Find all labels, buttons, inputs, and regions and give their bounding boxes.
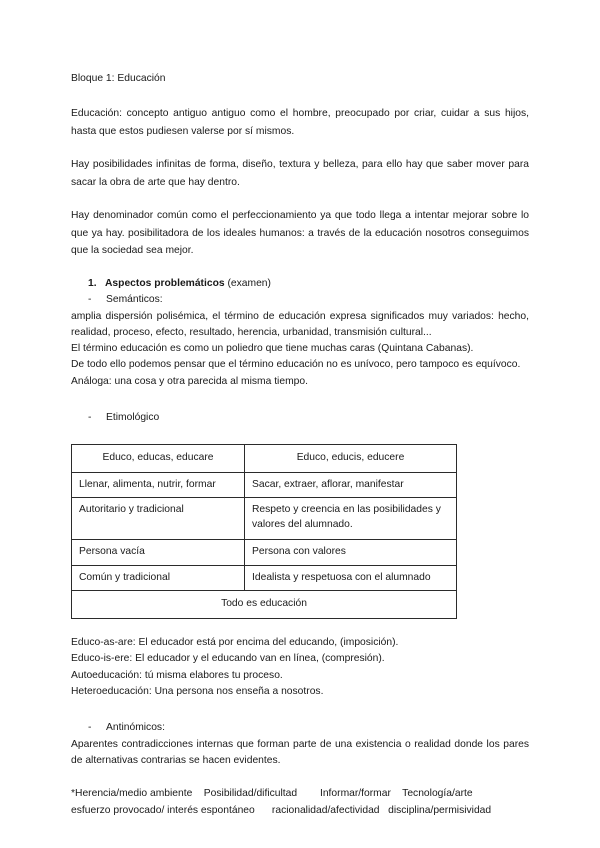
list-item-antinomicos — [71, 720, 529, 737]
antinomicos-pair-line-1: *Herencia/medio ambiente Posibilidad/dificultad Informar/formar Tecnología/arte — [71, 788, 473, 800]
table-row — [72, 540, 457, 566]
etimologico-table — [71, 444, 457, 619]
list-item-label: Etimológico — [106, 411, 160, 423]
semanticos-line-4: Análoga: una cosa y otra parecida al misma tiempo. — [71, 375, 308, 387]
table-header-cell: Educo, educis, educere — [245, 445, 457, 473]
table-cell: Persona vacía — [72, 540, 245, 566]
table-cell: Persona con valores — [245, 540, 457, 566]
etimologico-note-2: Educo-is-ere: El educador y el educando van en línea, (compresión). — [71, 653, 385, 665]
paragraph-2: Hay posibilidades infinitas de forma, diseño, textura y belleza, para ello hay que saber mover para sacar la obra de arte que hay dentro. — [71, 159, 529, 188]
list-item-label: Semánticos: — [106, 294, 163, 305]
semanticos-line-2: El término educación es como un poliedro que tiene muchas caras (Quintana Cabanas). — [71, 343, 474, 355]
list-dash: - — [88, 722, 92, 734]
table-row — [72, 498, 457, 540]
semanticos-line-1: amplia dispersión polisémica, el término de educación expresa significados muy variados: hecho, realidad, proceso, efecto, resultado, herencia, urbanidad, transmisión cultural... — [71, 310, 529, 338]
paragraph-1: Educación: concepto antiguo antiguo como el hombre, preocupado por criar, cuidar a sus hijos, hasta que estos pudiesen valerse por sí mismos. — [71, 108, 529, 137]
document-content — [71, 72, 529, 819]
list-dash: - — [88, 411, 92, 423]
table-header-row — [72, 445, 457, 473]
section-heading-rest: (examen) — [224, 277, 271, 289]
table-cell: Común y tradicional — [72, 565, 245, 591]
table-header-cell: Educo, educas, educare — [72, 445, 245, 473]
list-item-etimologico — [71, 410, 529, 427]
list-item-label: Antinómicos: — [106, 722, 165, 734]
semanticos-line-3: De todo ello podemos pensar que el término educación no es unívoco, pero tampoco es equívoco. — [71, 359, 521, 371]
table-row — [72, 565, 457, 591]
antinomicos-pairs — [71, 785, 529, 819]
table-cell: Respeto y creencia en las posibilidades y valores del alumnado. — [245, 498, 457, 540]
table-cell: Idealista y respetuosa con el alumnado — [245, 565, 457, 591]
page-title: Bloque 1: Educación — [71, 73, 166, 84]
list-item-numbered — [71, 276, 529, 293]
table-cell: Sacar, extraer, aflorar, manifestar — [245, 472, 457, 498]
table-cell: Llenar, alimenta, nutrir, formar — [72, 472, 245, 498]
etimologico-notes — [71, 635, 529, 700]
etimologico-note-3: Autoeducación: tú misma elabores tu proceso. — [71, 669, 283, 681]
table-row — [72, 472, 457, 498]
list-item-semanticos — [71, 292, 529, 309]
table-footer-cell: Todo es educación — [72, 591, 457, 619]
table-cell: Autoritario y tradicional — [72, 498, 245, 540]
section-aspectos-problematicos — [71, 276, 529, 390]
etimologico-note-4: Heteroeducación: Una persona nos enseña a nosotros. — [71, 685, 324, 697]
table-footer-row — [72, 591, 457, 619]
section-heading-bold: Aspectos problemáticos — [105, 277, 225, 289]
paragraph-3: Hay denominador común como el perfeccionamiento ya que todo llega a intentar mejorar sobre lo que ya hay. posibilitadora de los ideales humanos: a través de la educación nosotros conseguimos que la sociedad sea mejor. — [71, 210, 529, 256]
list-number: 1. — [88, 277, 97, 289]
etimologico-note-1: Educo-as-are: El educador está por encima del educando, (imposición). — [71, 636, 399, 648]
antinomicos-pair-line-2: esfuerzo provocado/ interés espontáneo racionalidad/afectividad disciplina/permisividad — [71, 805, 492, 817]
list-dash: - — [88, 294, 92, 305]
antinomicos-body: Aparentes contradicciones internas que forman parte de una existencia o realidad donde los pares de alternativas contrarias se hacen evidentes. — [71, 738, 529, 766]
etimologico-table-wrapper — [71, 444, 529, 619]
